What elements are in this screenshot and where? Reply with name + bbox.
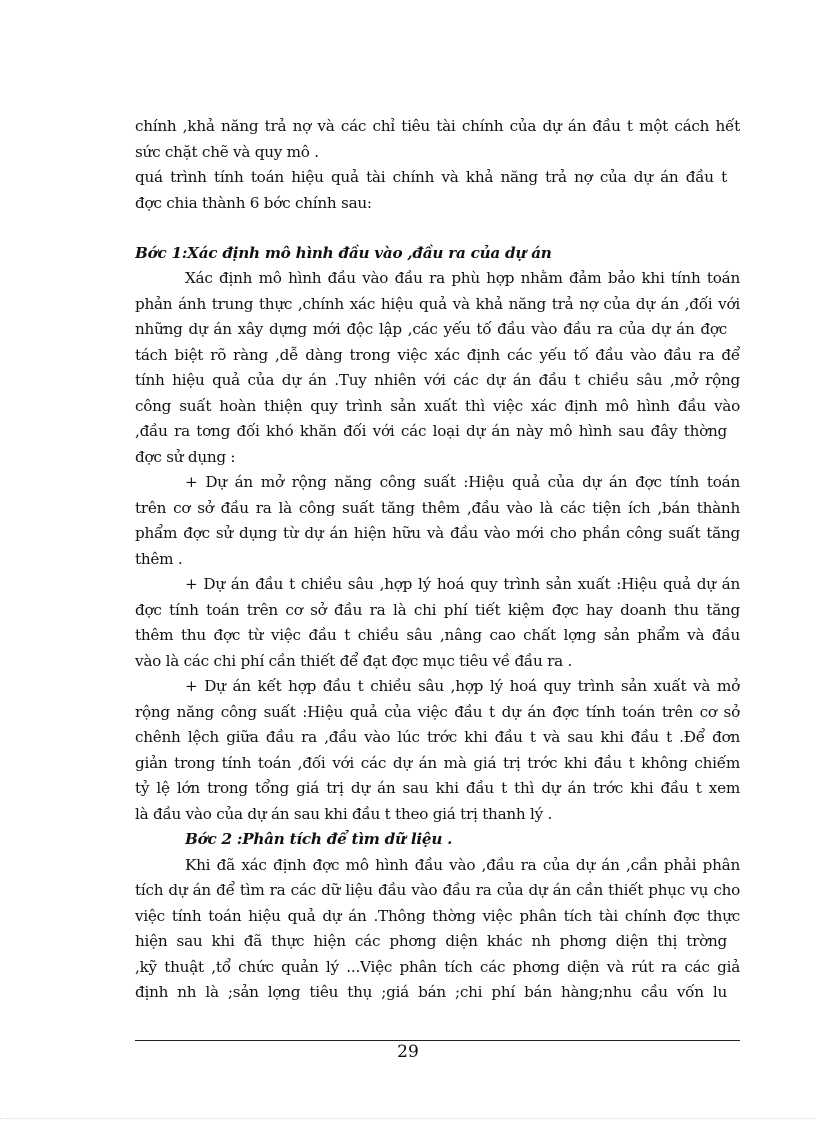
text-line: công suất hoàn thiện quy trình sản xuất thì việc xác định mô hình đầu vào bbox=[135, 397, 740, 415]
text-line: thêm . bbox=[135, 550, 183, 568]
text-line: trên cơ sở đầu ra là công suất tăng thêm ,đầu vào là các tiện ích ,bán thành bbox=[135, 499, 740, 517]
text-line: hiện sau khi đã thực hiện các phơng diện khác nh phơng diện thị trờng bbox=[135, 932, 727, 950]
text-line: những dự án xây dựng mới độc lập ,các yếu tố đầu vào đầu ra của dự án đợc bbox=[135, 320, 727, 338]
text-line: + Dự án đầu t chiều sâu ,hợp lý hoá quy trình sản xuất :Hiệu quả dự án bbox=[185, 575, 740, 593]
section-heading-step-2: Bớc 2 :Phân tích để tìm dữ liệu . bbox=[185, 830, 453, 848]
text-line: chính ,khả năng trả nợ và các chỉ tiêu tài chính của dự án đầu t một cách hết bbox=[135, 117, 740, 135]
text-line: sức chặt chẽ và quy mô . bbox=[135, 143, 319, 161]
text-line: + Dự án mở rộng năng công suất :Hiệu quả của dự án đợc tính toán bbox=[185, 473, 740, 491]
text-line: đợc tính toán trên cơ sở đầu ra là chi phí tiết kiệm đợc hay doanh thu tăng bbox=[135, 601, 740, 619]
text-line: là đầu vào của dự án sau khi đầu t theo giá trị thanh lý . bbox=[135, 805, 553, 823]
text-line: Xác định mô hình đầu vào đầu ra phù hợp nhằm đảm bảo khi tính toán bbox=[185, 269, 740, 287]
text-line: thêm thu đợc từ việc đầu t chiều sâu ,nâng cao chất lợng sản phẩm và đầu bbox=[135, 626, 740, 644]
text-line: vào là các chi phí cần thiết để đạt đợc mục tiêu về đầu ra . bbox=[135, 652, 573, 670]
text-line: rộng năng công suất :Hiệu quả của việc đầu t dự án đợc tính toán trên cơ sở bbox=[135, 703, 740, 721]
text-line: giản trong tính toán ,đối với các dự án mà giá trị trớc khi đầu t không chiếm bbox=[135, 754, 740, 772]
page-number: 29 bbox=[397, 1042, 419, 1062]
text-line: ,đầu ra tơng đối khó khăn đối với các loại dự án này mô hình sau đây thờng bbox=[135, 422, 727, 440]
text-line: đợc chia thành 6 bớc chính sau: bbox=[135, 194, 372, 212]
text-line: phản ánh trung thực ,chính xác hiệu quả và khả năng trả nợ của dự án ,đối với bbox=[135, 295, 740, 313]
text-line: Khi đã xác định đợc mô hình đầu vào ,đầu ra của dự án ,cần phải phân bbox=[185, 856, 740, 874]
text-line: đợc sử dụng : bbox=[135, 448, 236, 466]
text-line: tỷ lệ lớn trong tổng giá trị dự án sau khi đầu t thì dự án trớc khi đầu t xem bbox=[135, 779, 740, 797]
text-line: quá trình tính toán hiệu quả tài chính và khả năng trả nợ của dự án đầu t bbox=[135, 168, 727, 186]
text-line: tính hiệu quả của dự án .Tuy nhiên với các dự án đầu t chiều sâu ,mở rộng bbox=[135, 371, 740, 389]
text-line: định nh là ;sản lợng tiêu thụ ;giá bán ;chi phí bán hàng;nhu cầu vốn lu bbox=[135, 983, 727, 1001]
text-line: việc tính toán hiệu quả dự án .Thông thờng việc phân tích tài chính đợc thực bbox=[135, 907, 740, 925]
page-bottom-border bbox=[0, 1118, 816, 1119]
text-line: tích dự án để tìm ra các dữ liệu đầu vào đầu ra của dự án cần thiết phục vụ cho bbox=[135, 881, 740, 899]
section-heading-step-1: Bớc 1:Xác định mô hình đầu vào ,đầu ra của dự án bbox=[135, 244, 552, 262]
text-line: + Dự án kết hợp đầu t chiều sâu ,hợp lý hoá quy trình sản xuất và mở bbox=[185, 677, 740, 695]
text-line: tách biệt rõ ràng ,dễ dàng trong việc xác định các yếu tố đầu vào đầu ra để bbox=[135, 346, 740, 364]
text-line: chênh lệch giữa đầu ra ,đầu vào lúc trớc khi đầu t và sau khi đầu t .Để đơn bbox=[135, 728, 740, 746]
text-line: ,kỹ thuật ,tổ chức quản lý ...Việc phân tích các phơng diện và rút ra các giả bbox=[135, 958, 740, 976]
text-line: phẩm đợc sử dụng từ dự án hiện hữu và đầu vào mới cho phần công suất tăng bbox=[135, 524, 740, 542]
